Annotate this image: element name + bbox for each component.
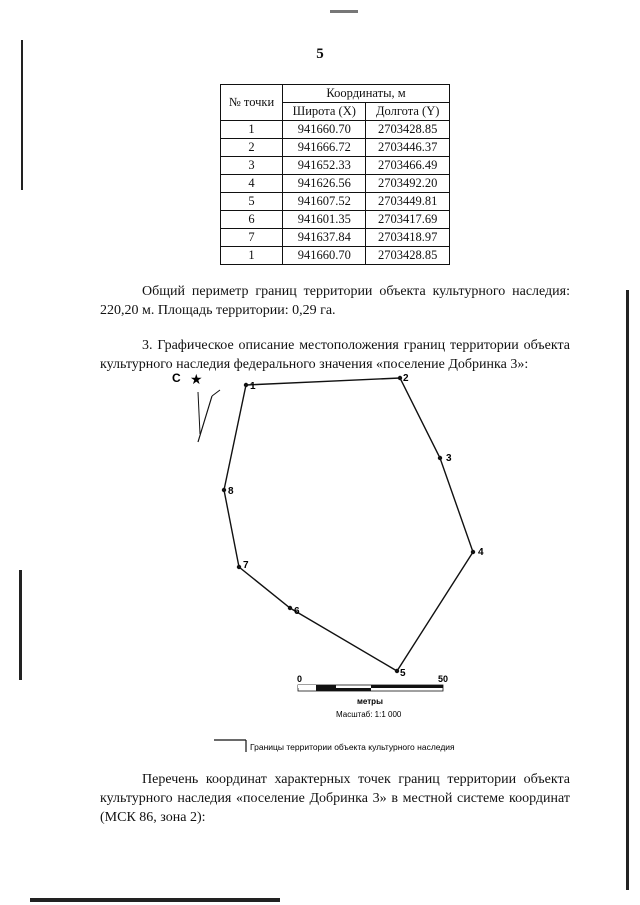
table-row [221,247,450,265]
vertex-marker [237,565,241,569]
table-row [221,121,450,139]
cell-point: 7 [221,229,283,247]
north-arrow-side [198,392,200,434]
coordinates-list-text: Перечень координат характерных точек границ территории объекта культурного наследия «поселение Добринка 3» в местной системе координат (МСК 86, зона 2): [100,772,570,825]
scale-bar-segment [336,688,371,691]
cell-x: 941666.72 [283,139,366,157]
cell-x: 941626.56 [283,175,366,193]
vertex-marker [222,488,226,492]
vertex-label: 1 [250,381,256,392]
table-header-row [221,85,450,103]
cell-y: 2703417.69 [366,211,450,229]
scan-edge-mark-right [626,290,629,890]
boundary-vertices [222,376,475,673]
vertex-label: 7 [243,560,249,571]
table-row [221,193,450,211]
vertex-marker [395,669,399,673]
scan-edge-mark-left-bottom [19,570,22,680]
scale-start-label: 0 [297,674,303,684]
perimeter-paragraph [100,282,570,320]
scale-bar-segment [371,685,443,688]
table-row [221,229,450,247]
cell-point: 5 [221,193,283,211]
north-arrow-tick [212,390,220,396]
vertex-marker [288,606,292,610]
vertex-labels [228,373,484,679]
cell-x: 941660.70 [283,121,366,139]
scan-top-smudge [330,10,358,13]
north-star-icon: ★ [190,371,203,387]
vertex-label: 3 [446,453,452,464]
vertex-marker [244,383,248,387]
cell-point: 3 [221,157,283,175]
cell-point: 4 [221,175,283,193]
boundary-plan [160,368,500,758]
cell-x: 941607.52 [283,193,366,211]
column-header-longitude: Долгота (Y) [366,103,450,121]
cell-y: 2703428.85 [366,247,450,265]
cell-y: 2703428.85 [366,121,450,139]
scale-bar [297,674,448,719]
vertex-marker [398,376,402,380]
coordinates-table [220,84,450,265]
scale-bar-segment [316,685,336,691]
section-3-text: 3. Графическое описание местоположения границ территории объекта культурного наследия федерального значения «поселение Добринка 3»: [100,338,570,372]
table-row [221,157,450,175]
cell-y: 2703418.97 [366,229,450,247]
cell-x: 941660.70 [283,247,366,265]
table-row [221,139,450,157]
vertex-marker [471,550,475,554]
cell-x: 941637.84 [283,229,366,247]
column-header-coordinates: Координаты, м [283,85,450,103]
scale-bar-segment [298,685,316,688]
cell-y: 2703446.37 [366,139,450,157]
cell-y: 2703492.20 [366,175,450,193]
cell-point: 1 [221,247,283,265]
table-row [221,175,450,193]
page-number: 5 [316,46,324,62]
coordinates-list-paragraph [100,770,570,827]
legend-label: Границы территории объекта культурного наследия [250,742,455,752]
cell-y: 2703466.49 [366,157,450,175]
table-row [221,211,450,229]
cell-x: 941601.35 [283,211,366,229]
scale-text: Масштаб: 1:1 000 [336,710,402,719]
vertex-marker [438,456,442,460]
vertex-label: 8 [228,486,234,497]
column-header-latitude: Широта (X) [283,103,366,121]
cell-point: 1 [221,121,283,139]
vertex-label: 4 [478,547,484,558]
scale-end-label: 50 [438,674,449,684]
cell-point: 6 [221,211,283,229]
territory-boundary [224,378,473,671]
cell-y: 2703449.81 [366,193,450,211]
vertex-label: 5 [400,668,406,679]
vertex-label: 2 [403,373,409,384]
column-header-point: № точки [221,85,283,121]
vertex-label: 6 [294,606,300,617]
scan-edge-mark-bottom [30,898,280,902]
cell-point: 2 [221,139,283,157]
north-arrow-shaft [198,396,212,442]
scale-unit-label: метры [357,697,383,706]
perimeter-text: Общий периметр границ территории объекта культурного наследия: 220,20 м. Площадь территории: 0,29 га. [100,284,570,318]
cell-x: 941652.33 [283,157,366,175]
legend [214,740,455,752]
north-label: С [172,371,181,385]
north-arrow [172,371,220,442]
